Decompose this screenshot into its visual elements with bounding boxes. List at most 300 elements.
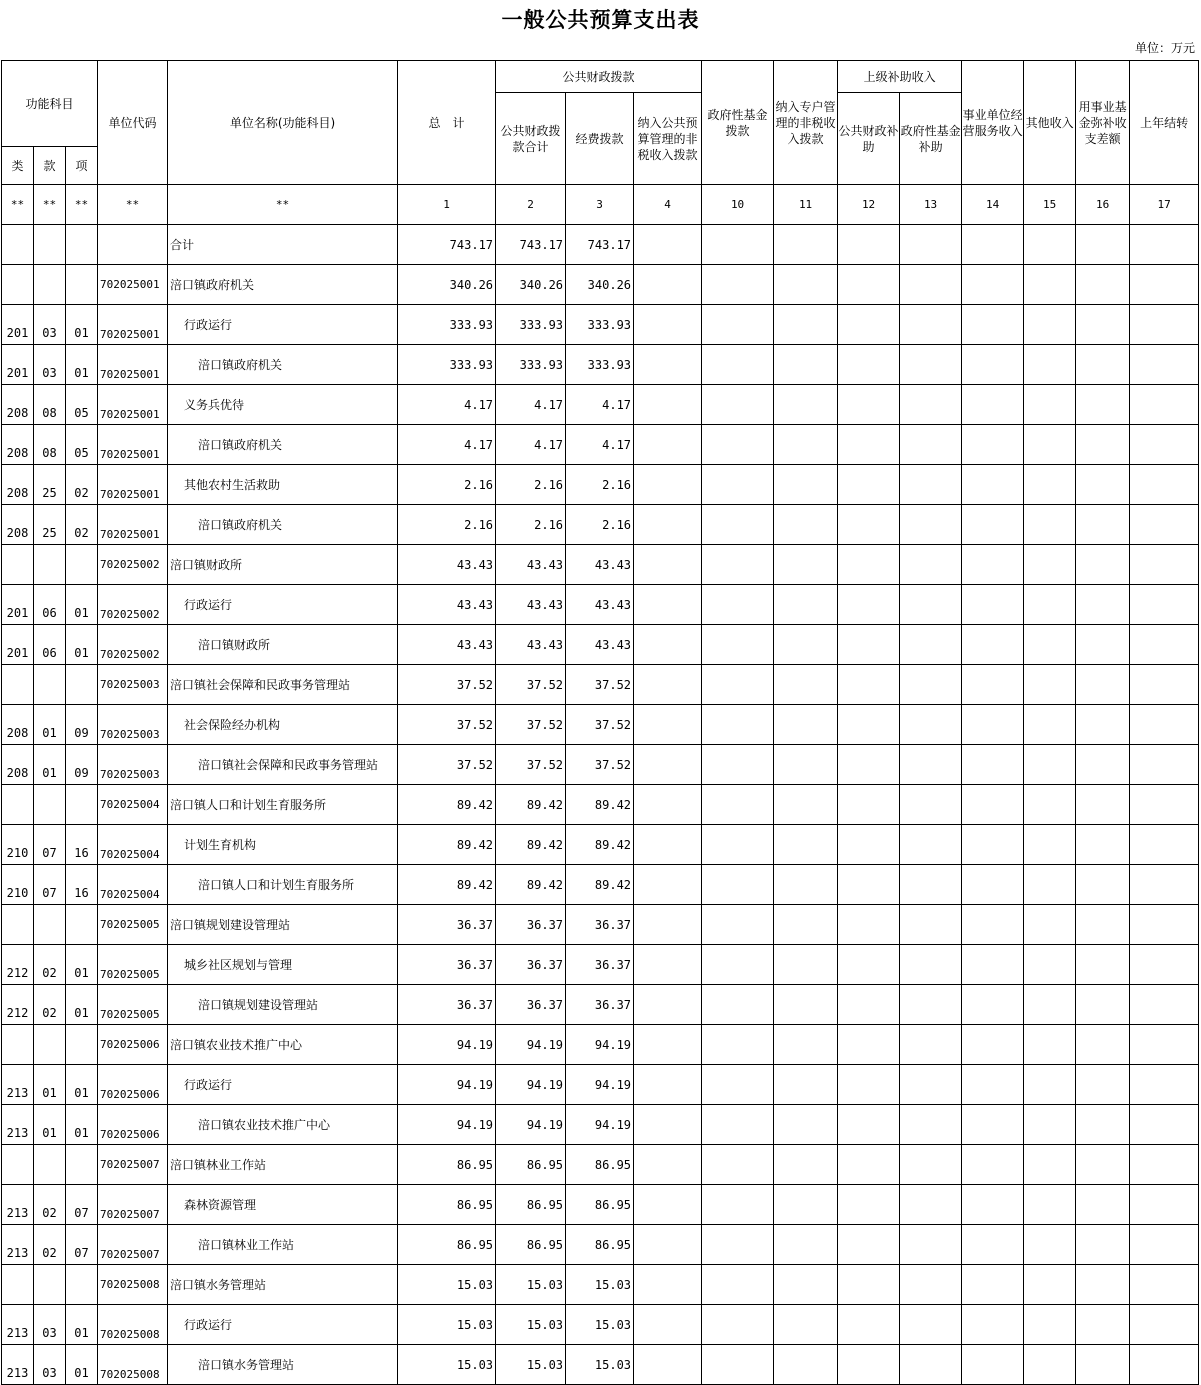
cell-unit-name: 计划生育机构 — [168, 825, 398, 865]
cell-unit-name: 涪口镇规划建设管理站 — [168, 905, 398, 945]
cell-business-service — [962, 305, 1024, 345]
cell-total: 86.95 — [398, 1185, 496, 1225]
cell-total: 86.95 — [398, 1145, 496, 1185]
cell-last-year — [1130, 1185, 1199, 1225]
cell-business-service — [962, 825, 1024, 865]
table-row — [2, 865, 1199, 905]
cell-kuan: 08 — [34, 425, 66, 465]
cell-public-fiscal-total: 37.52 — [496, 665, 566, 705]
header-upper-public-fiscal: 公共财政补助 — [838, 93, 900, 185]
table-row — [2, 1345, 1199, 1385]
cell-business-fund — [1076, 425, 1130, 465]
cell-total: 94.19 — [398, 1065, 496, 1105]
cell-total: 37.52 — [398, 705, 496, 745]
cell-upper-gov-fund — [900, 1145, 962, 1185]
header-unit-code: 单位代码 — [98, 61, 168, 185]
column-index-cell: 1 — [398, 185, 496, 225]
cell-nontax-public — [634, 1065, 702, 1105]
cell-lei — [2, 785, 34, 825]
cell-business-fund — [1076, 1145, 1130, 1185]
cell-xiang: 01 — [66, 1345, 98, 1385]
cell-upper-public-fiscal — [838, 585, 900, 625]
cell-other-income — [1024, 625, 1076, 665]
cell-nontax-public — [634, 665, 702, 705]
cell-kuan: 25 — [34, 465, 66, 505]
cell-last-year — [1130, 305, 1199, 345]
cell-nontax-public — [634, 785, 702, 825]
cell-business-service — [962, 585, 1024, 625]
cell-unit-code: 702025003 — [98, 705, 168, 745]
cell-total: 4.17 — [398, 425, 496, 465]
cell-lei — [2, 545, 34, 585]
cell-xiang — [66, 905, 98, 945]
cell-unit-code: 702025003 — [98, 665, 168, 705]
cell-unit-name: 其他农村生活救助 — [168, 465, 398, 505]
cell-last-year — [1130, 905, 1199, 945]
cell-nontax-public — [634, 465, 702, 505]
cell-unit-name: 涪口镇农业技术推广中心 — [168, 1105, 398, 1145]
cell-public-fiscal-total: 89.42 — [496, 865, 566, 905]
cell-last-year — [1130, 745, 1199, 785]
cell-last-year — [1130, 585, 1199, 625]
cell-unit-name: 涪口镇社会保障和民政事务管理站 — [168, 665, 398, 705]
cell-upper-public-fiscal — [838, 665, 900, 705]
cell-upper-public-fiscal — [838, 905, 900, 945]
header-xiang: 项 — [66, 147, 98, 185]
cell-unit-name: 行政运行 — [168, 1305, 398, 1345]
cell-unit-code: 702025002 — [98, 545, 168, 585]
cell-other-income — [1024, 865, 1076, 905]
cell-funds-allocation: 37.52 — [566, 745, 634, 785]
table-row — [2, 465, 1199, 505]
cell-kuan — [34, 1025, 66, 1065]
cell-other-income — [1024, 1145, 1076, 1185]
cell-nontax-special — [774, 705, 838, 745]
cell-upper-gov-fund — [900, 1025, 962, 1065]
cell-gov-fund — [702, 1105, 774, 1145]
cell-unit-code: 702025007 — [98, 1225, 168, 1265]
cell-funds-allocation: 89.42 — [566, 865, 634, 905]
cell-lei: 208 — [2, 505, 34, 545]
cell-public-fiscal-total: 333.93 — [496, 305, 566, 345]
cell-unit-code: 702025001 — [98, 385, 168, 425]
cell-kuan: 03 — [34, 1345, 66, 1385]
cell-business-service — [962, 985, 1024, 1025]
cell-nontax-special — [774, 1345, 838, 1385]
cell-business-service — [962, 1145, 1024, 1185]
budget-table — [1, 60, 1199, 1385]
cell-unit-code: 702025001 — [98, 265, 168, 305]
header-business-service: 事业单位经营服务收入 — [962, 61, 1024, 185]
cell-last-year — [1130, 1305, 1199, 1345]
cell-business-service — [962, 905, 1024, 945]
table-row — [2, 905, 1199, 945]
cell-unit-name: 涪口镇社会保障和民政事务管理站 — [168, 745, 398, 785]
cell-business-fund — [1076, 505, 1130, 545]
cell-nontax-public — [634, 705, 702, 745]
cell-nontax-public — [634, 865, 702, 905]
cell-other-income — [1024, 425, 1076, 465]
cell-public-fiscal-total: 37.52 — [496, 745, 566, 785]
cell-last-year — [1130, 465, 1199, 505]
cell-last-year — [1130, 625, 1199, 665]
cell-xiang: 01 — [66, 585, 98, 625]
cell-gov-fund — [702, 585, 774, 625]
cell-unit-code: 702025008 — [98, 1345, 168, 1385]
cell-public-fiscal-total: 43.43 — [496, 625, 566, 665]
cell-total: 2.16 — [398, 465, 496, 505]
column-index-cell: 2 — [496, 185, 566, 225]
cell-kuan: 07 — [34, 865, 66, 905]
cell-public-fiscal-total: 43.43 — [496, 545, 566, 585]
cell-business-service — [962, 1105, 1024, 1145]
cell-public-fiscal-total: 15.03 — [496, 1305, 566, 1345]
cell-total: 94.19 — [398, 1105, 496, 1145]
cell-xiang: 01 — [66, 1105, 98, 1145]
cell-kuan: 02 — [34, 945, 66, 985]
cell-unit-code: 702025008 — [98, 1305, 168, 1345]
cell-kuan — [34, 265, 66, 305]
cell-gov-fund — [702, 385, 774, 425]
cell-lei: 213 — [2, 1065, 34, 1105]
cell-funds-allocation: 2.16 — [566, 505, 634, 545]
cell-business-fund — [1076, 625, 1130, 665]
cell-unit-name: 涪口镇规划建设管理站 — [168, 985, 398, 1025]
cell-nontax-special — [774, 585, 838, 625]
unit-label: 单位：万元 — [1134, 41, 1195, 55]
cell-nontax-public — [634, 1105, 702, 1145]
cell-other-income — [1024, 465, 1076, 505]
cell-xiang — [66, 545, 98, 585]
table-row — [2, 385, 1199, 425]
cell-upper-public-fiscal — [838, 345, 900, 385]
cell-unit-name: 涪口镇财政所 — [168, 625, 398, 665]
cell-gov-fund — [702, 505, 774, 545]
cell-nontax-public — [634, 1345, 702, 1385]
table-row — [2, 825, 1199, 865]
cell-upper-public-fiscal — [838, 1345, 900, 1385]
cell-nontax-public — [634, 1145, 702, 1185]
cell-business-fund — [1076, 305, 1130, 345]
cell-lei: 208 — [2, 745, 34, 785]
cell-business-service — [962, 945, 1024, 985]
cell-funds-allocation: 4.17 — [566, 425, 634, 465]
cell-unit-name: 义务兵优待 — [168, 385, 398, 425]
column-index-cell: 14 — [962, 185, 1024, 225]
cell-lei — [2, 1265, 34, 1305]
cell-public-fiscal-total: 36.37 — [496, 985, 566, 1025]
cell-public-fiscal-total: 4.17 — [496, 385, 566, 425]
cell-upper-gov-fund — [900, 385, 962, 425]
cell-kuan: 03 — [34, 305, 66, 345]
cell-public-fiscal-total: 2.16 — [496, 505, 566, 545]
cell-business-service — [962, 865, 1024, 905]
cell-funds-allocation: 94.19 — [566, 1025, 634, 1065]
cell-public-fiscal-total: 86.95 — [496, 1145, 566, 1185]
cell-nontax-special — [774, 1265, 838, 1305]
cell-last-year — [1130, 785, 1199, 825]
cell-last-year — [1130, 265, 1199, 305]
header-funds-allocation: 经费拨款 — [566, 93, 634, 185]
table-row — [2, 305, 1199, 345]
header-nontax-special: 纳入专户管理的非税收入拨款 — [774, 61, 838, 185]
cell-gov-fund — [702, 225, 774, 265]
cell-upper-gov-fund — [900, 865, 962, 905]
cell-funds-allocation: 86.95 — [566, 1185, 634, 1225]
cell-xiang: 09 — [66, 705, 98, 745]
cell-public-fiscal-total: 94.19 — [496, 1065, 566, 1105]
cell-last-year — [1130, 985, 1199, 1025]
table-row — [2, 945, 1199, 985]
cell-business-service — [962, 385, 1024, 425]
column-index-cell: 4 — [634, 185, 702, 225]
cell-lei: 212 — [2, 945, 34, 985]
cell-nontax-special — [774, 985, 838, 1025]
column-index-cell: 12 — [838, 185, 900, 225]
table-row — [2, 985, 1199, 1025]
cell-business-service — [962, 465, 1024, 505]
cell-xiang — [66, 785, 98, 825]
header-public-fiscal-group: 公共财政拨款 — [496, 61, 702, 93]
cell-unit-code — [98, 225, 168, 265]
table-row — [2, 545, 1199, 585]
cell-xiang: 16 — [66, 825, 98, 865]
column-index-cell: ** — [2, 185, 34, 225]
cell-public-fiscal-total: 89.42 — [496, 825, 566, 865]
cell-nontax-special — [774, 865, 838, 905]
cell-business-service — [962, 665, 1024, 705]
cell-business-fund — [1076, 1065, 1130, 1105]
cell-total: 89.42 — [398, 865, 496, 905]
cell-upper-gov-fund — [900, 1105, 962, 1145]
cell-business-service — [962, 265, 1024, 305]
cell-nontax-public — [634, 1305, 702, 1345]
cell-nontax-special — [774, 545, 838, 585]
cell-funds-allocation: 43.43 — [566, 625, 634, 665]
cell-gov-fund — [702, 1225, 774, 1265]
cell-upper-public-fiscal — [838, 865, 900, 905]
cell-nontax-special — [774, 1305, 838, 1345]
cell-last-year — [1130, 225, 1199, 265]
cell-last-year — [1130, 385, 1199, 425]
cell-xiang — [66, 265, 98, 305]
cell-lei: 210 — [2, 865, 34, 905]
cell-gov-fund — [702, 745, 774, 785]
cell-xiang: 07 — [66, 1225, 98, 1265]
table-row — [2, 665, 1199, 705]
cell-upper-gov-fund — [900, 265, 962, 305]
table-row — [2, 1105, 1199, 1145]
cell-upper-public-fiscal — [838, 425, 900, 465]
cell-lei: 213 — [2, 1225, 34, 1265]
cell-business-service — [962, 625, 1024, 665]
cell-unit-code: 702025005 — [98, 905, 168, 945]
cell-nontax-special — [774, 1065, 838, 1105]
table-row — [2, 1265, 1199, 1305]
cell-unit-name: 行政运行 — [168, 305, 398, 345]
cell-unit-code: 702025001 — [98, 305, 168, 345]
column-index-cell: ** — [168, 185, 398, 225]
cell-lei: 210 — [2, 825, 34, 865]
cell-nontax-public — [634, 385, 702, 425]
cell-lei: 201 — [2, 625, 34, 665]
cell-upper-public-fiscal — [838, 1225, 900, 1265]
cell-nontax-public — [634, 1265, 702, 1305]
cell-other-income — [1024, 1265, 1076, 1305]
cell-unit-name: 涪口镇人口和计划生育服务所 — [168, 785, 398, 825]
column-index-cell: ** — [34, 185, 66, 225]
cell-kuan: 02 — [34, 985, 66, 1025]
cell-funds-allocation: 37.52 — [566, 665, 634, 705]
cell-nontax-public — [634, 505, 702, 545]
cell-funds-allocation: 89.42 — [566, 825, 634, 865]
cell-xiang: 01 — [66, 985, 98, 1025]
cell-upper-gov-fund — [900, 425, 962, 465]
cell-unit-code: 702025001 — [98, 425, 168, 465]
cell-public-fiscal-total: 36.37 — [496, 905, 566, 945]
cell-unit-name: 社会保险经办机构 — [168, 705, 398, 745]
cell-gov-fund — [702, 1345, 774, 1385]
header-unit-name: 单位名称(功能科目) — [168, 61, 398, 185]
cell-last-year — [1130, 665, 1199, 705]
cell-funds-allocation: 36.37 — [566, 905, 634, 945]
cell-other-income — [1024, 385, 1076, 425]
cell-total: 94.19 — [398, 1025, 496, 1065]
table-row — [2, 705, 1199, 745]
cell-xiang: 01 — [66, 625, 98, 665]
cell-kuan — [34, 785, 66, 825]
cell-other-income — [1024, 305, 1076, 345]
cell-gov-fund — [702, 1265, 774, 1305]
cell-gov-fund — [702, 905, 774, 945]
cell-gov-fund — [702, 825, 774, 865]
cell-gov-fund — [702, 625, 774, 665]
cell-gov-fund — [702, 345, 774, 385]
cell-upper-public-fiscal — [838, 1265, 900, 1305]
column-index-cell: 15 — [1024, 185, 1076, 225]
cell-funds-allocation: 86.95 — [566, 1225, 634, 1265]
cell-gov-fund — [702, 665, 774, 705]
cell-nontax-special — [774, 825, 838, 865]
cell-xiang: 01 — [66, 345, 98, 385]
cell-total: 15.03 — [398, 1345, 496, 1385]
table-row — [2, 1225, 1199, 1265]
cell-public-fiscal-total: 15.03 — [496, 1345, 566, 1385]
cell-nontax-special — [774, 1105, 838, 1145]
column-index-cell: 3 — [566, 185, 634, 225]
cell-kuan: 06 — [34, 585, 66, 625]
cell-gov-fund — [702, 945, 774, 985]
cell-funds-allocation: 333.93 — [566, 305, 634, 345]
cell-total: 43.43 — [398, 625, 496, 665]
cell-other-income — [1024, 745, 1076, 785]
cell-nontax-special — [774, 1145, 838, 1185]
cell-kuan: 03 — [34, 1305, 66, 1345]
cell-gov-fund — [702, 1305, 774, 1345]
column-index-cell: 11 — [774, 185, 838, 225]
cell-business-fund — [1076, 465, 1130, 505]
cell-total: 36.37 — [398, 985, 496, 1025]
column-index-row — [2, 185, 1199, 225]
cell-other-income — [1024, 825, 1076, 865]
cell-upper-gov-fund — [900, 585, 962, 625]
cell-funds-allocation: 94.19 — [566, 1065, 634, 1105]
table-row — [2, 625, 1199, 665]
cell-last-year — [1130, 425, 1199, 465]
cell-upper-gov-fund — [900, 665, 962, 705]
cell-kuan — [34, 545, 66, 585]
cell-nontax-public — [634, 425, 702, 465]
cell-other-income — [1024, 1025, 1076, 1065]
cell-business-service — [962, 705, 1024, 745]
cell-lei: 213 — [2, 1185, 34, 1225]
column-index-cell: 17 — [1130, 185, 1199, 225]
cell-other-income — [1024, 545, 1076, 585]
cell-lei — [2, 225, 34, 265]
cell-kuan: 01 — [34, 705, 66, 745]
cell-business-fund — [1076, 1105, 1130, 1145]
cell-business-service — [962, 1185, 1024, 1225]
cell-upper-gov-fund — [900, 825, 962, 865]
cell-lei: 208 — [2, 465, 34, 505]
cell-last-year — [1130, 865, 1199, 905]
cell-gov-fund — [702, 425, 774, 465]
cell-upper-public-fiscal — [838, 1145, 900, 1185]
cell-gov-fund — [702, 465, 774, 505]
cell-unit-code: 702025005 — [98, 985, 168, 1025]
cell-kuan: 25 — [34, 505, 66, 545]
header-total: 总 计 — [398, 61, 496, 185]
cell-business-service — [962, 1305, 1024, 1345]
cell-unit-code: 702025007 — [98, 1145, 168, 1185]
cell-xiang: 01 — [66, 945, 98, 985]
cell-unit-code: 702025003 — [98, 745, 168, 785]
cell-lei: 212 — [2, 985, 34, 1025]
cell-other-income — [1024, 945, 1076, 985]
cell-gov-fund — [702, 305, 774, 345]
cell-xiang — [66, 1145, 98, 1185]
cell-upper-public-fiscal — [838, 545, 900, 585]
cell-business-fund — [1076, 545, 1130, 585]
cell-public-fiscal-total: 15.03 — [496, 1265, 566, 1305]
cell-other-income — [1024, 905, 1076, 945]
cell-total: 37.52 — [398, 745, 496, 785]
cell-upper-gov-fund — [900, 905, 962, 945]
cell-business-fund — [1076, 785, 1130, 825]
cell-upper-public-fiscal — [838, 505, 900, 545]
cell-xiang — [66, 1265, 98, 1305]
cell-upper-gov-fund — [900, 745, 962, 785]
cell-lei: 208 — [2, 385, 34, 425]
cell-lei: 213 — [2, 1305, 34, 1345]
cell-public-fiscal-total: 2.16 — [496, 465, 566, 505]
cell-last-year — [1130, 545, 1199, 585]
cell-business-service — [962, 505, 1024, 545]
cell-nontax-special — [774, 625, 838, 665]
cell-nontax-special — [774, 1225, 838, 1265]
cell-lei — [2, 905, 34, 945]
cell-nontax-special — [774, 265, 838, 305]
cell-funds-allocation: 37.52 — [566, 705, 634, 745]
cell-public-fiscal-total: 89.42 — [496, 785, 566, 825]
cell-nontax-public — [634, 945, 702, 985]
table-row — [2, 225, 1199, 265]
cell-unit-name: 城乡社区规划与管理 — [168, 945, 398, 985]
cell-funds-allocation: 89.42 — [566, 785, 634, 825]
cell-other-income — [1024, 985, 1076, 1025]
cell-business-service — [962, 345, 1024, 385]
cell-funds-allocation: 43.43 — [566, 545, 634, 585]
